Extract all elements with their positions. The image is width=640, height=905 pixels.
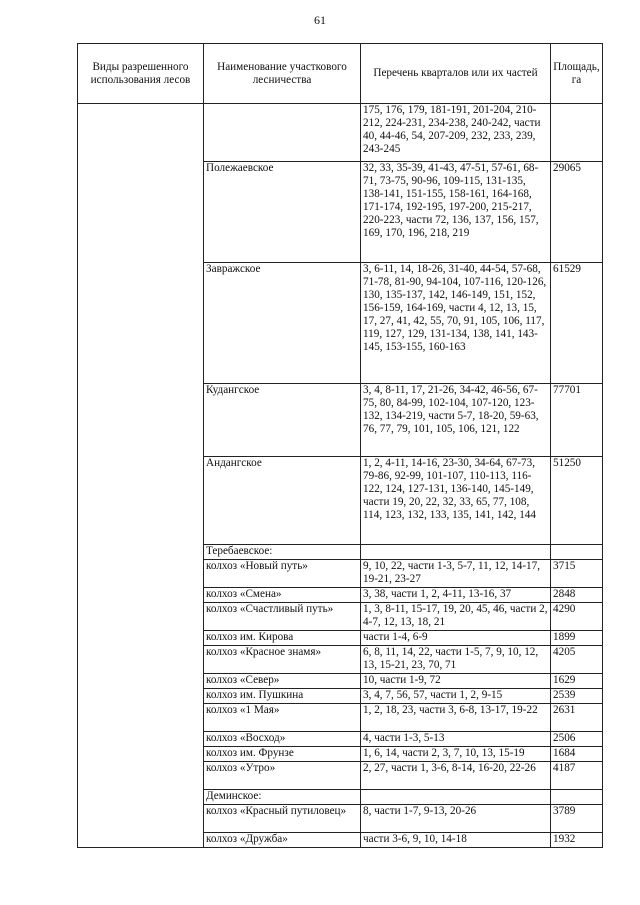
forestry-name-cell: Андангское [204,457,361,545]
quarters-cell: 3, 4, 8-11, 17, 21-26, 34-42, 46-56, 67-75, 80, 84-99, 102-104, 107-120, 123-132, 134-219, части 5-7, 18-20, 59-63, 76, 77, 79, 101, 105, 106, 121, 122 [361,384,551,457]
forest-use-cell [78,104,204,848]
quarters-cell [361,790,551,805]
quarters-cell: 2, 27, части 1, 3-6, 8-14, 16-20, 22-26 [361,762,551,790]
forestry-name-cell: колхоз «Новый путь» [204,560,361,588]
table-body [78,104,603,848]
table-row [78,104,603,162]
quarters-cell: 1, 6, 14, части 2, 3, 7, 10, 13, 15-19 [361,747,551,762]
quarters-cell: 3, 38, части 1, 2, 4-11, 13-16, 37 [361,588,551,603]
forestry-name-cell: Кудангское [204,384,361,457]
area-cell: 3715 [551,560,603,588]
area-cell: 4187 [551,762,603,790]
area-cell: 1684 [551,747,603,762]
quarters-cell: части 1-4, 6-9 [361,631,551,646]
area-cell: 29065 [551,162,603,263]
quarters-cell: 32, 33, 35-39, 41-43, 47-51, 57-61, 68-71, 73-75, 90-96, 109-115, 131-135, 138-141, 151-155, 158-161, 164-168, 171-174, 192-195, 197-200, 215-217, 220-223, части 72, 136, 137, 156, 157, 169, 170, 196, 218, 219 [361,162,551,263]
quarters-cell: части 3-6, 9, 10, 14-18 [361,833,551,848]
page-number: 61 [314,13,326,27]
area-cell: 4290 [551,603,603,631]
area-cell: 61529 [551,263,603,384]
forestry-name-cell: Теребаевское: [204,545,361,560]
forestry-name-cell: Деминское: [204,790,361,805]
area-cell [551,104,603,162]
forestry-name-cell: колхоз «Утро» [204,762,361,790]
forestry-name-cell: колхоз «Красный путиловец» [204,805,361,833]
quarters-cell: 175, 176, 179, 181-191, 201-204, 210-212, 224-231, 234-238, 240-242, части 40, 44-46, 54, 207-209, 232, 233, 239, 243-245 [361,104,551,162]
forestry-name-cell: колхоз «Север» [204,674,361,689]
quarters-cell: 8, части 1-7, 9-13, 20-26 [361,805,551,833]
area-cell: 1932 [551,833,603,848]
quarters-cell: 3, 4, 7, 56, 57, части 1, 2, 9-15 [361,689,551,704]
area-cell: 77701 [551,384,603,457]
quarters-cell: 4, части 1-3, 5-13 [361,732,551,747]
forestry-name-cell: Завражское [204,263,361,384]
forestry-name-cell: колхоз «Восход» [204,732,361,747]
forestry-name-cell [204,104,361,162]
quarters-cell: 1, 3, 8-11, 15-17, 19, 20, 45, 46, части 2, 4-7, 12, 13, 18, 21 [361,603,551,631]
forestry-name-cell: колхоз «Счастливый путь» [204,603,361,631]
area-cell: 51250 [551,457,603,545]
table-header-row [78,44,603,104]
quarters-cell: 6, 8, 11, 14, 22, части 1-5, 7, 9, 10, 12, 13, 15-21, 23, 70, 71 [361,646,551,674]
forestry-name-cell: колхоз «Дружба» [204,833,361,848]
forestry-name-cell: колхоз им. Кирова [204,631,361,646]
forestry-name-cell: колхоз им. Фрунзе [204,747,361,762]
quarters-cell: 1, 2, 4-11, 14-16, 23-30, 34-64, 67-73, 79-86, 92-99, 101-107, 110-113, 116-122, 124, 127-131, 136-140, 145-149, части 19, 20, 22, 32, 33, 65, 77, 108, 114, 123, 132, 133, 135, 141, 142, 144 [361,457,551,545]
quarters-cell [361,545,551,560]
forestry-name-cell: Полежаевское [204,162,361,263]
header-area: Площадь, га [551,44,603,104]
area-cell [551,545,603,560]
area-cell: 1629 [551,674,603,689]
forestry-name-cell: колхоз «1 Мая» [204,704,361,732]
quarters-cell: 3, 6-11, 14, 18-26, 31-40, 44-54, 57-68, 71-78, 81-90, 94-104, 107-116, 120-126, 130, 135-137, 142, 146-149, 151, 152, 156-159, 164-169, части 4, 12, 13, 15, 17, 27, 41, 42, 55, 70, 91, 105, 106, 117, 119, 127, 129, 131-134, 138, 141, 143-145, 153-155, 160-163 [361,263,551,384]
header-quarters-list: Перечень кварталов или их частей [361,44,551,104]
header-forest-use: Виды разрешенного использования лесов [78,44,204,104]
area-cell: 2539 [551,689,603,704]
area-cell: 4205 [551,646,603,674]
quarters-cell: 9, 10, 22, части 1-3, 5-7, 11, 12, 14-17, 19-21, 23-27 [361,560,551,588]
area-cell [551,790,603,805]
area-cell: 1899 [551,631,603,646]
forestry-name-cell: колхоз им. Пушкина [204,689,361,704]
forest-quarters-table [77,43,603,848]
area-cell: 2506 [551,732,603,747]
header-forestry-name: Наименование участкового лесничества [204,44,361,104]
forestry-name-cell: колхоз «Красное знамя» [204,646,361,674]
area-cell: 2848 [551,588,603,603]
area-cell: 3789 [551,805,603,833]
forestry-name-cell: колхоз «Смена» [204,588,361,603]
quarters-cell: 10, части 1-9, 72 [361,674,551,689]
quarters-cell: 1, 2, 18, 23, части 3, 6-8, 13-17, 19-22 [361,704,551,732]
area-cell: 2631 [551,704,603,732]
